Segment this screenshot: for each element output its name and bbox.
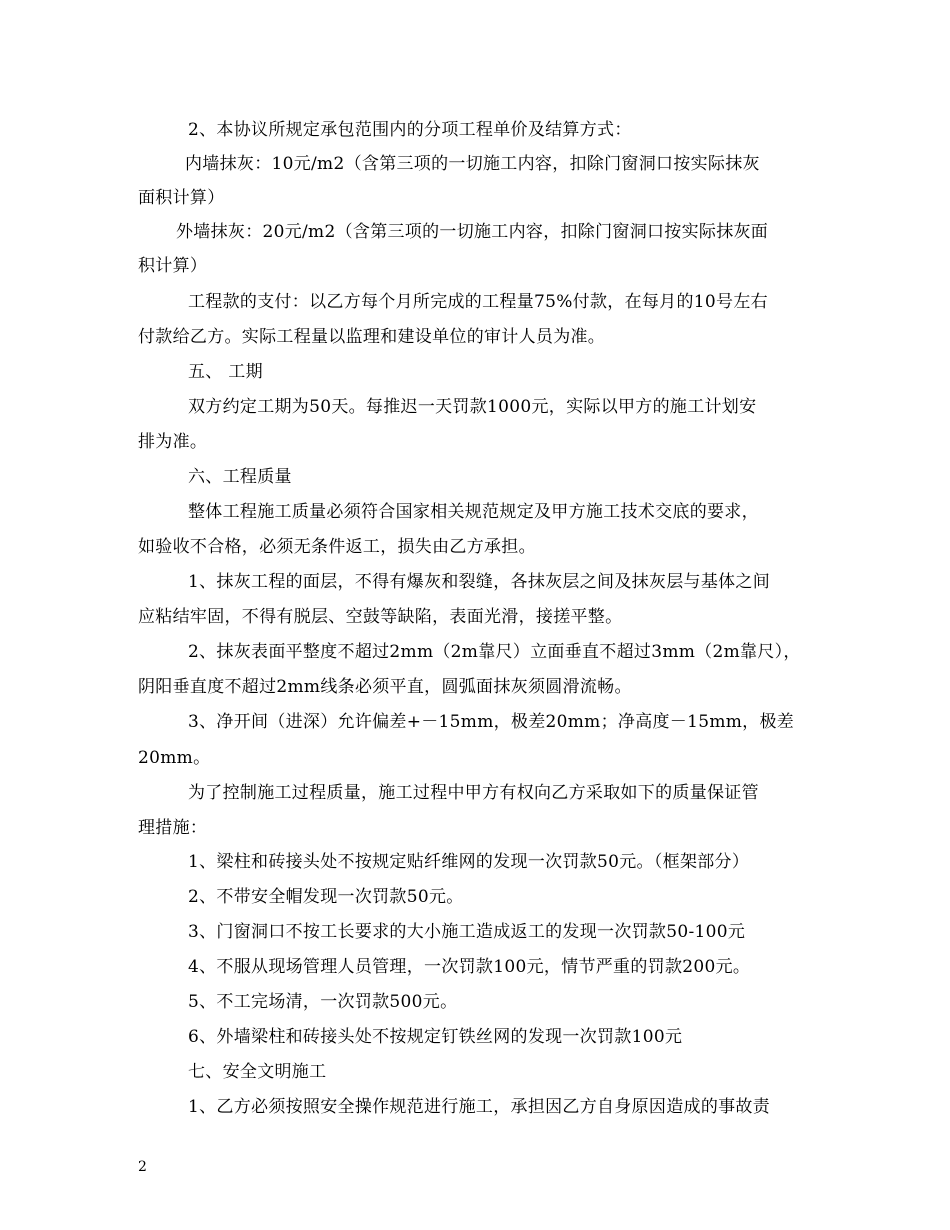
text-line: 双方约定工期为50天。每推迟一天罚款1000元，实际以甲方的施工计划安 bbox=[188, 397, 757, 417]
list-item: 1、梁柱和砖接头处不按规定贴纤维网的发现一次罚款50元。（框架部分） bbox=[188, 852, 750, 872]
section-heading: 七、安全文明施工 bbox=[188, 1062, 327, 1082]
text-line: 3、净开间（进深）允许偏差+－15mm，极差20mm；净高度－15mm，极差 bbox=[188, 712, 795, 732]
text-line: 积计算） bbox=[138, 256, 208, 276]
text-line: 2、本协议所规定承包范围内的分项工程单价及结算方式： bbox=[188, 120, 632, 140]
text-line: 面积计算） bbox=[138, 188, 225, 208]
text-line: 为了控制施工过程质量，施工过程中甲方有权向乙方采取如下的质量保证管 bbox=[188, 783, 759, 803]
section-heading: 六、工程质量 bbox=[188, 467, 292, 487]
page-number: 2 bbox=[138, 1159, 148, 1175]
text-line: 阴阳垂直度不超过2mm线条必须平直，圆弧面抹灰须圆滑流畅。 bbox=[138, 677, 632, 697]
text-line: 如验收不合格，必须无条件返工，损失由乙方承担。 bbox=[138, 537, 536, 557]
text-line: 应粘结牢固，不得有脱层、空鼓等缺陷，表面光滑，接搓平整。 bbox=[138, 607, 623, 627]
section-heading: 五、 工期 bbox=[188, 362, 263, 382]
list-item: 6、外墙梁柱和砖接头处不按规定钉铁丝网的发现一次罚款100元 bbox=[188, 1027, 683, 1047]
text-line: 1、乙方必须按照安全操作规范进行施工，承担因乙方自身原因造成的事故责 bbox=[188, 1097, 771, 1117]
list-item: 2、不带安全帽发现一次罚款50元。 bbox=[188, 887, 464, 907]
text-line: 1、抹灰工程的面层，不得有爆灰和裂缝，各抹灰层之间及抹灰层与基体之间 bbox=[188, 572, 771, 592]
list-item: 5、不工完场清，一次罚款500元。 bbox=[188, 992, 458, 1012]
list-item: 3、门窗洞口不按工长要求的大小施工造成返工的发现一次罚款50-100元 bbox=[188, 922, 746, 942]
text-line: 20mm。 bbox=[138, 748, 211, 768]
list-item: 4、不服从现场管理人员管理，一次罚款100元，情节严重的罚款200元。 bbox=[188, 957, 751, 977]
text-line: 外墙抹灰：20元/m2（含第三项的一切施工内容，扣除门窗洞口按实际抹灰面 bbox=[176, 222, 769, 242]
text-line: 理措施： bbox=[138, 818, 208, 838]
text-line: 整体工程施工质量必须符合国家相关规范规定及甲方施工技术交底的要求， bbox=[188, 502, 759, 522]
text-line: 2、抹灰表面平整度不超过2mm（2m靠尺）立面垂直不超过3mm（2m靠尺）， bbox=[188, 642, 801, 662]
text-line: 内墙抹灰：10元/m2（含第三项的一切施工内容，扣除门窗洞口按实际抹灰 bbox=[185, 154, 760, 174]
text-line: 排为准。 bbox=[138, 432, 208, 452]
text-line: 工程款的支付：以乙方每个月所完成的工程量75%付款，在每月的10号左右 bbox=[188, 292, 768, 312]
text-line: 付款给乙方。实际工程量以监理和建设单位的审计人员为准。 bbox=[138, 327, 606, 347]
